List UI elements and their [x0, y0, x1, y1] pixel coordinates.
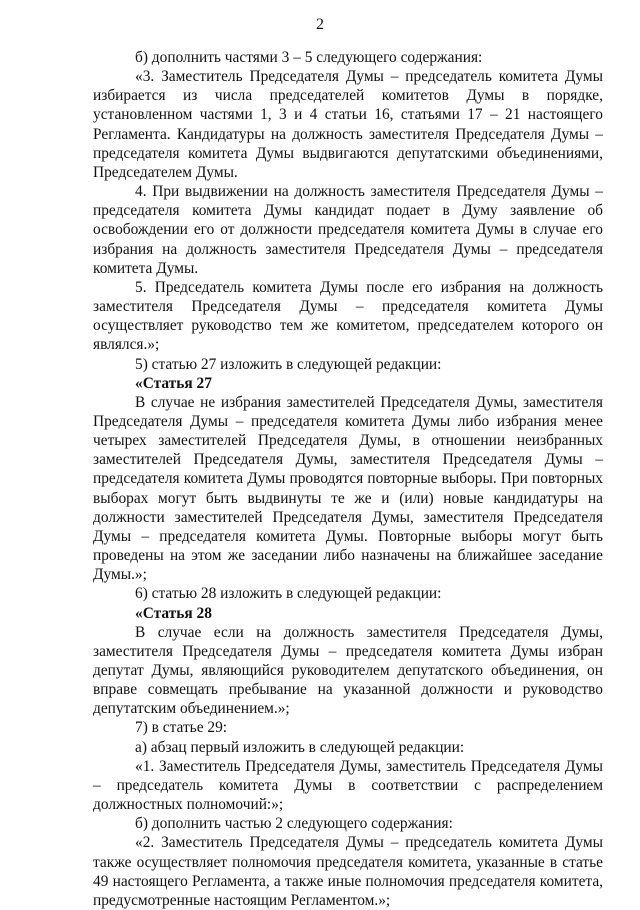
paragraph-part-1-text: «1. Заместитель Председателя Думы, заместитель Председателя Думы – председатель комитета Думы в соответствии с распределением должностных полномочий:»;	[93, 757, 603, 814]
document-body	[93, 48, 603, 910]
paragraph-article-28-text: В случае если на должность заместителя Председателя Думы, заместителя Председателя Думы – председателя комитета Думы избран депутат Думы, являющийся руководителем депутатского объединения, он вправе совмещать пребывание на указанной должности и руководство депутатским объединением.»;	[93, 623, 603, 718]
paragraph-b-add-part-2: б) дополнить частью 2 следующего содержания:	[135, 815, 453, 833]
paragraph-a-first-subparagraph: а) абзац первый изложить в следующей редакции:	[135, 738, 465, 756]
paragraph-b-add-parts: б) дополнить частями 3 – 5 следующего содержания:	[135, 49, 483, 66]
paragraph-part-3: «3. Заместитель Председателя Думы – председатель комитета Думы избирается из числа председателей комитетов Думы в порядке, установленном частями 1, 3 и 4 статьи 16, статьями 17 – 21 настоящего Регламента. Кандидатуры на должность заместителя Председателя Думы – председателя комитета Думы выдвигаются депутатскими объединениями, Председателем Думы.	[93, 68, 603, 181]
paragraph-item-5: 5) статью 27 изложить в следующей редакции:	[135, 355, 442, 373]
paragraph-part-4: 4. При выдвижении на должность заместителя Председателя Думы – председателя комитета Думы кандидат подает в Думу заявление об освобождении его от должности председателя комитета Думы в случае его избрания на должность заместителя Председателя Думы – председателя комитета Думы.	[93, 183, 603, 277]
page-number: 2	[316, 16, 324, 33]
paragraph-article-27-text: В случае не избрания заместителей Председателя Думы, заместителя Председателя Думы – председателя комитета Думы либо избрания менее четырех заместителей Председателя Думы, в отношении неизбранных заместителей Председателя Думы, заместителя Председателя Думы – председателя комитета Думы проводятся повторные выборы. При повторных выборах могут быть выдвинуты те же и (или) новые кандидатуры на должности заместителей Председателя Думы, заместителя Председателя Думы – председателя комитета Думы. Повторные выборы могут быть проведены на этом же заседании либо назначены на ближайшее заседание Думы.»;	[93, 393, 603, 584]
paragraph-part-5: 5. Председатель комитета Думы после его избрания на должность заместителя Председателя Думы – председателя комитета Думы осуществляет руководство тем же комитетом, председателем которого он являлся.»;	[93, 278, 603, 354]
heading-article-28: «Статья 28	[135, 604, 212, 622]
heading-article-27: «Статья 27	[135, 374, 212, 392]
paragraph-item-6: 6) статью 28 изложить в следующей редакции:	[135, 585, 442, 603]
paragraph-part-2-text: «2. Заместитель Председателя Думы – председатель комитета Думы также осуществляет полномочия председателя комитета, указанные в статье 49 настоящего Регламента, а также иные полномочия председателя комитета, предусмотренные настоящим Регламентом.»;	[93, 834, 603, 909]
paragraph-item-7: 7) в статье 29:	[135, 719, 228, 737]
